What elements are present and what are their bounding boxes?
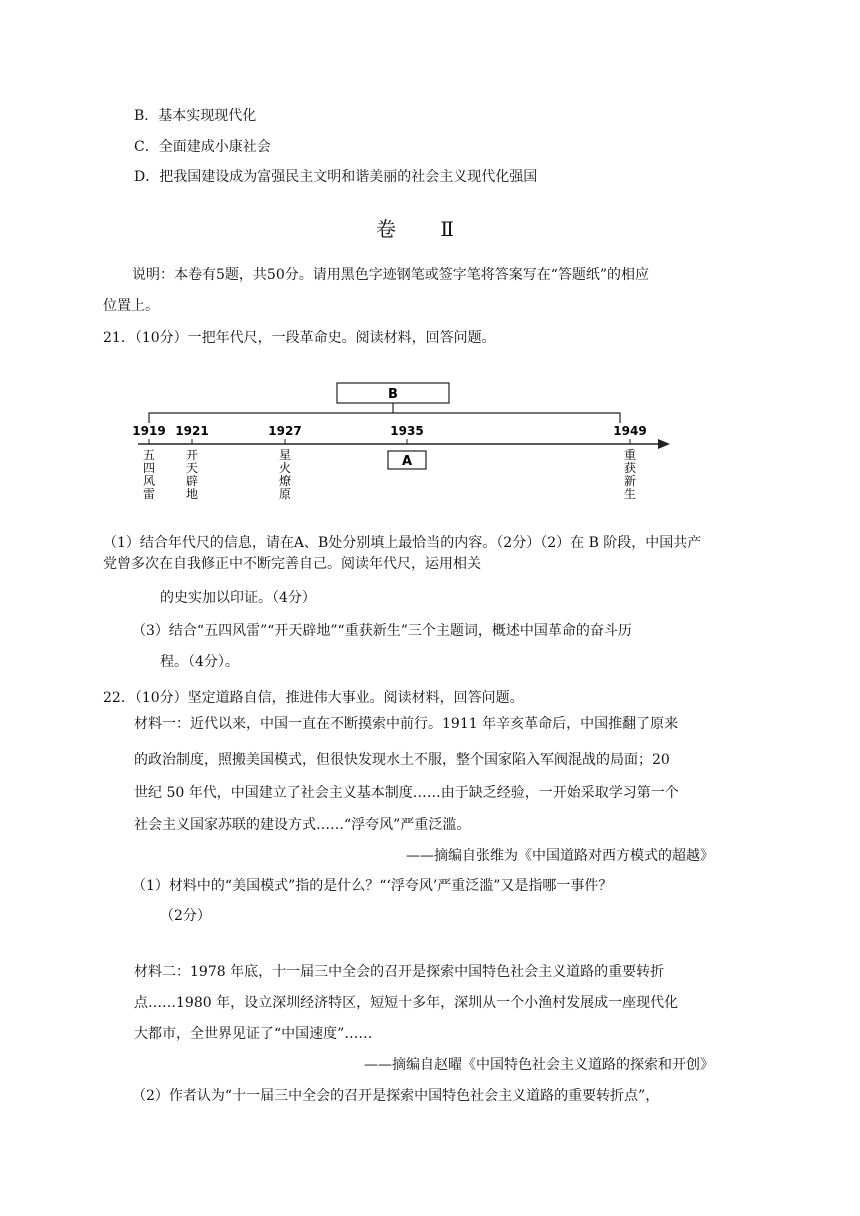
timeline-year-1949: 1949 xyxy=(613,424,647,438)
option-c: C．全面建成小康社会 xyxy=(134,139,271,155)
timeline-year-1935: 1935 xyxy=(390,424,424,438)
timeline-year-1921: 1921 xyxy=(175,424,209,438)
q22-material1-line1: 材料一：近代以来，中国一直在不断摸索中前行。1911 年辛亥革命后，中国推翻了原来 xyxy=(134,716,679,732)
q21-sub1-line1: （1）结合年代尺的信息，请在A、B处分别填上最恰当的内容。（2分）（2）在 B 阶段，中国共产 xyxy=(103,535,702,551)
q22-material1-line3: 世纪 50 年代，中国建立了社会主义基本制度……由于缺乏经验，一开始采取学习第一个 xyxy=(134,785,679,801)
section-note-line2: 位置上。 xyxy=(103,298,159,314)
q22-stem: 22．（10分）坚定道路自信，推进伟大事业。阅读材料，回答问题。 xyxy=(103,690,524,706)
q21-sub3-line2: 程。（4分）。 xyxy=(160,654,239,670)
timeline-year-1919: 1919 xyxy=(132,424,166,438)
timeline-theme-label: 星火燎原 xyxy=(278,448,292,501)
q21-sub1-line3: 的史实加以印证。（4分） xyxy=(160,590,316,606)
q21-sub1-line2: 党曾多次在自我修正中不断完善自己。阅读年代尺，运用相关 xyxy=(103,556,481,572)
q22-sub1-line2: （2分） xyxy=(160,908,211,924)
timeline-box-b-label: B xyxy=(388,387,398,402)
section-title-right: Ⅱ xyxy=(440,217,454,241)
timeline-vertical-labels xyxy=(143,447,636,501)
q22-material2-line3: 大都市，全世界见证了“中国速度”…… xyxy=(134,1026,373,1042)
option-b: B．基本实现现代化 xyxy=(134,108,257,124)
q22-sub1-line1: （1）材料中的“美国模式”指的是什么？“‘浮夸风’严重泛滥”又是指哪一事件？ xyxy=(132,878,613,894)
q22-material1-line2: 的政治制度，照搬美国模式，但很快发现水土不服，整个国家陷入军阀混战的局面；20 xyxy=(134,752,670,768)
q22-sub2-line1: （2）作者认为“十一届三中全会的召开是探索中国特色社会主义道路的重要转折点”， xyxy=(132,1088,660,1104)
timeline-axis-arrow xyxy=(658,439,670,449)
timeline-bracket xyxy=(149,403,620,423)
q22-material1-line4: 社会主义国家苏联的建设方式……“浮夸风”严重泛滥。 xyxy=(134,817,471,833)
timeline-theme-label: 开天辟地 xyxy=(185,448,199,501)
section-title-left: 卷 xyxy=(376,217,396,241)
q21-sub3-line1: （3）结合“五四风雷”“开天辟地”“重获新生”三个主题词，概述中国革命的奋斗历 xyxy=(132,623,632,639)
timeline-box-a-label: A xyxy=(401,454,413,469)
section-note-line1: 说明：本卷有5题，共50分。请用黑色字迹钢笔或签字笔将答案写在“答题纸”的相应 xyxy=(132,267,650,283)
q22-material2-source: ——摘编自赵曜《中国特色社会主义道路的探索和开创》 xyxy=(364,1057,714,1073)
q22-material2-line1: 材料二：1978 年底，十一届三中全会的召开是探索中国特色社会主义道路的重要转折 xyxy=(134,964,665,980)
section-title xyxy=(376,213,454,242)
timeline-year-1927: 1927 xyxy=(268,424,302,438)
option-d: D．把我国建设成为富强民主文明和谐美丽的社会主义现代化强国 xyxy=(134,169,538,185)
q22-material1-source: ——摘编自张维为《中国道路对西方模式的超越》 xyxy=(406,848,714,864)
timeline-theme-label: 重获新生 xyxy=(623,448,637,501)
q22-material2-line2: 点……1980 年，设立深圳经济特区，短短十多年，深圳从一个小渔村发展成一座现代化 xyxy=(134,995,679,1011)
q21-timeline xyxy=(120,375,680,505)
q21-stem: 21．（10分）一把年代尺，一段革命史。阅读材料，回答问题。 xyxy=(103,330,496,346)
timeline-theme-label: 五四风雷 xyxy=(142,448,156,501)
